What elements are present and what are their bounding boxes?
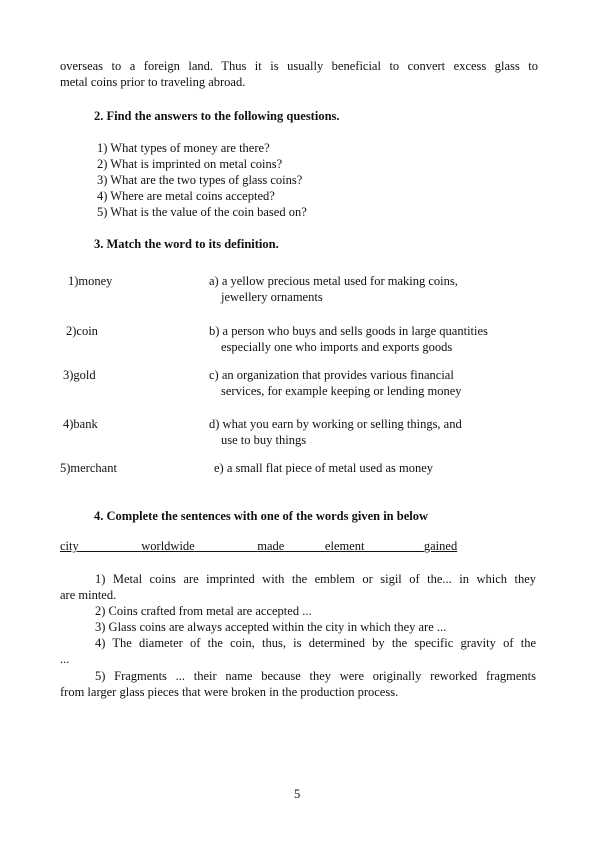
sentence-1-line-1: 1) Metal coins are imprinted with the emblem or sigil of the... in which they bbox=[95, 572, 536, 586]
page-number: 5 bbox=[294, 787, 301, 801]
word-bank-item: gained bbox=[423, 539, 458, 553]
word-bank-item: city bbox=[60, 539, 79, 553]
sentence-2: 2) Coins crafted from metal are accepted ... bbox=[95, 604, 312, 618]
sentence-1-line-2: are minted. bbox=[60, 588, 117, 602]
sentence-3: 3) Glass coins are always accepted within the city in which they are ... bbox=[95, 620, 447, 634]
question-2: 2) What is imprinted on metal coins? bbox=[97, 157, 283, 171]
intro-line-2: metal coins prior to traveling abroad. bbox=[60, 75, 246, 89]
question-4: 4) Where are metal coins accepted? bbox=[97, 189, 275, 203]
sentence-5-line-1: 5) Fragments ... their name because they were originally reworked fragments bbox=[95, 669, 536, 683]
word-bank-item: element bbox=[324, 539, 365, 553]
match-def-4-line-2: use to buy things bbox=[221, 433, 307, 447]
match-def-1-line-2: jewellery ornaments bbox=[221, 290, 323, 304]
question-1: 1) What types of money are there? bbox=[97, 141, 270, 155]
match-def-3-line-1: c) an organization that provides various financial bbox=[209, 368, 454, 382]
word-bank-item: worldwide bbox=[141, 539, 195, 553]
match-def-2-line-1: b) a person who buys and sells goods in large quantities bbox=[209, 324, 488, 338]
sentence-4-line-1: 4) The diameter of the coin, thus, is determined by the specific gravity of the bbox=[95, 636, 536, 650]
match-word-4: 4)bank bbox=[63, 417, 98, 431]
match-def-5-line-1: e) a small flat piece of metal used as money bbox=[214, 461, 434, 475]
match-def-2-line-2: especially one who imports and exports goods bbox=[221, 340, 453, 354]
match-def-3-line-2: services, for example keeping or lending money bbox=[221, 384, 462, 398]
match-word-2: 2)coin bbox=[66, 324, 98, 338]
question-5: 5) What is the value of the coin based on? bbox=[97, 205, 307, 219]
match-def-4-line-1: d) what you earn by working or selling things, and bbox=[209, 417, 462, 431]
word-bank bbox=[60, 538, 499, 554]
match-word-5: 5)merchant bbox=[60, 461, 117, 475]
match-word-3: 3)gold bbox=[63, 368, 96, 382]
section-4-heading: 4. Complete the sentences with one of the words given in below bbox=[94, 509, 429, 523]
sentence-4-line-2: ... bbox=[60, 652, 70, 666]
word-bank-item: made bbox=[257, 539, 285, 553]
question-3: 3) What are the two types of glass coins? bbox=[97, 173, 303, 187]
match-def-1-line-1: a) a yellow precious metal used for making coins, bbox=[209, 274, 458, 288]
section-3-heading: 3. Match the word to its definition. bbox=[94, 237, 279, 251]
match-word-1: 1)money bbox=[68, 274, 113, 288]
sentence-5-line-2: from larger glass pieces that were broken in the production process. bbox=[60, 685, 399, 699]
intro-line-1: overseas to a foreign land. Thus it is usually beneficial to convert excess glass to bbox=[60, 59, 538, 73]
section-2-heading: 2. Find the answers to the following questions. bbox=[94, 109, 340, 123]
